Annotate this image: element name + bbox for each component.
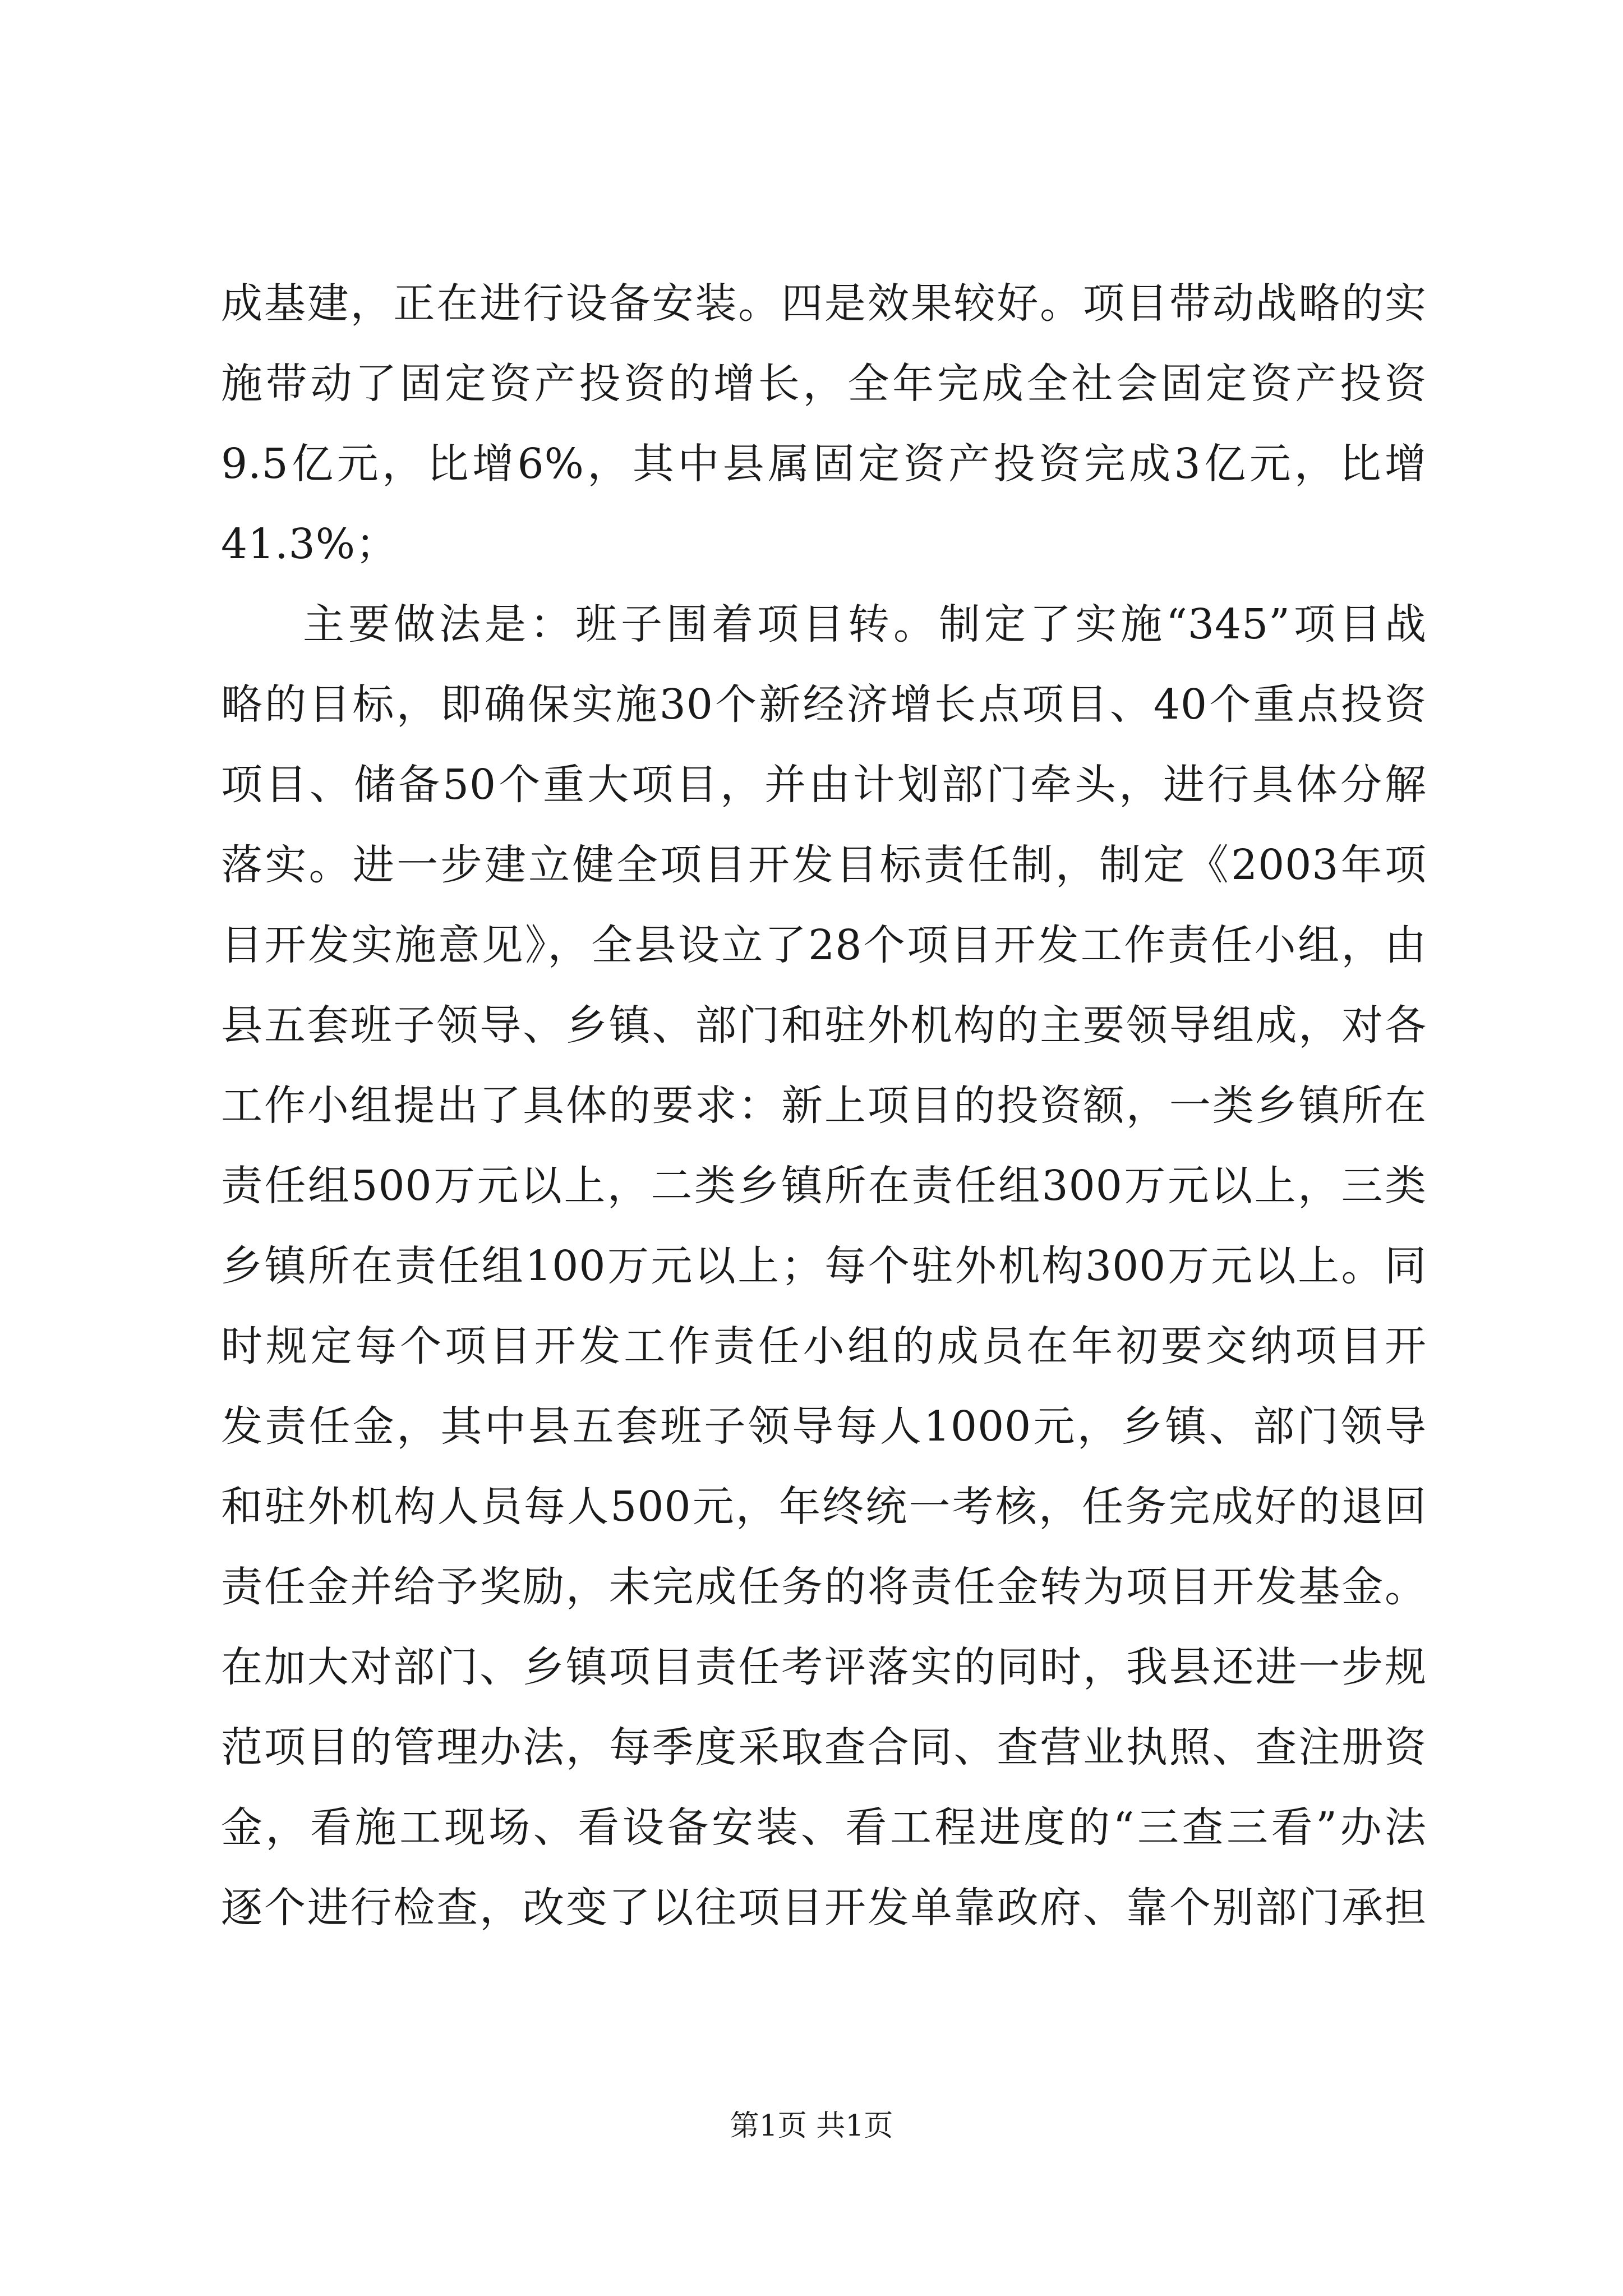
text-line: 施带动了固定资产投资的增长，全年完成全社会固定资产投资 <box>221 360 1427 408</box>
text-line: 9.5亿元，比增6%，其中县属固定资产投资完成3亿元，比增 <box>221 440 1427 488</box>
text-line: 略的目标，即确保实施30个新经济增长点项目、40个重点投资 <box>221 680 1427 729</box>
text-line: 在加大对部门、乡镇项目责任考评落实的同时，我县还进一步规 <box>221 1643 1427 1691</box>
text-line: 范项目的管理办法，每季度采取查合同、查营业执照、查注册资 <box>221 1723 1427 1772</box>
text-line: 成基建，正在进行设备安装。四是效果较好。项目带动战略的实 <box>221 279 1427 328</box>
text-line: 金，看施工现场、看设备安装、看工程进度的“三查三看”办法 <box>221 1803 1427 1852</box>
text-line: 责任组500万元以上，二类乡镇所在责任组300万元以上，三类 <box>221 1162 1427 1210</box>
text-line: 发责任金，其中县五套班子领导每人1000元，乡镇、部门领导 <box>221 1402 1427 1451</box>
text-line: 和驻外机构人员每人500元，年终统一考核，任务完成好的退回 <box>221 1483 1427 1531</box>
text-line: 41.3%； <box>221 520 398 568</box>
paragraph-first-line: 主要做法是：班子围着项目转。制定了实施“345”项目战 <box>303 600 1427 648</box>
text-line: 逐个进行检查，改变了以往项目开发单靠政府、靠个别部门承担 <box>221 1884 1427 1932</box>
text-line: 乡镇所在责任组100万元以上；每个驻外机构300万元以上。同 <box>221 1242 1427 1290</box>
page-number-footer: 第1页 共1页 <box>730 2109 893 2143</box>
text-line: 项目、储备50个重大项目，并由计划部门牵头，进行具体分解 <box>221 761 1427 809</box>
text-line: 目开发实施意见》，全县设立了28个项目开发工作责任小组，由 <box>221 921 1427 969</box>
text-line: 工作小组提出了具体的要求：新上项目的投资额，一类乡镇所在 <box>221 1082 1427 1130</box>
document-body <box>221 264 1427 1948</box>
text-line: 落实。进一步建立健全项目开发目标责任制，制定《2003年项 <box>221 841 1427 889</box>
text-line: 县五套班子领导、乡镇、部门和驻外机构的主要领导组成，对各 <box>221 1001 1427 1050</box>
text-line: 责任金并给予奖励，未完成任务的将责任金转为项目开发基金。 <box>221 1563 1427 1611</box>
text-line: 时规定每个项目开发工作责任小组的成员在年初要交纳项目开 <box>221 1322 1427 1370</box>
